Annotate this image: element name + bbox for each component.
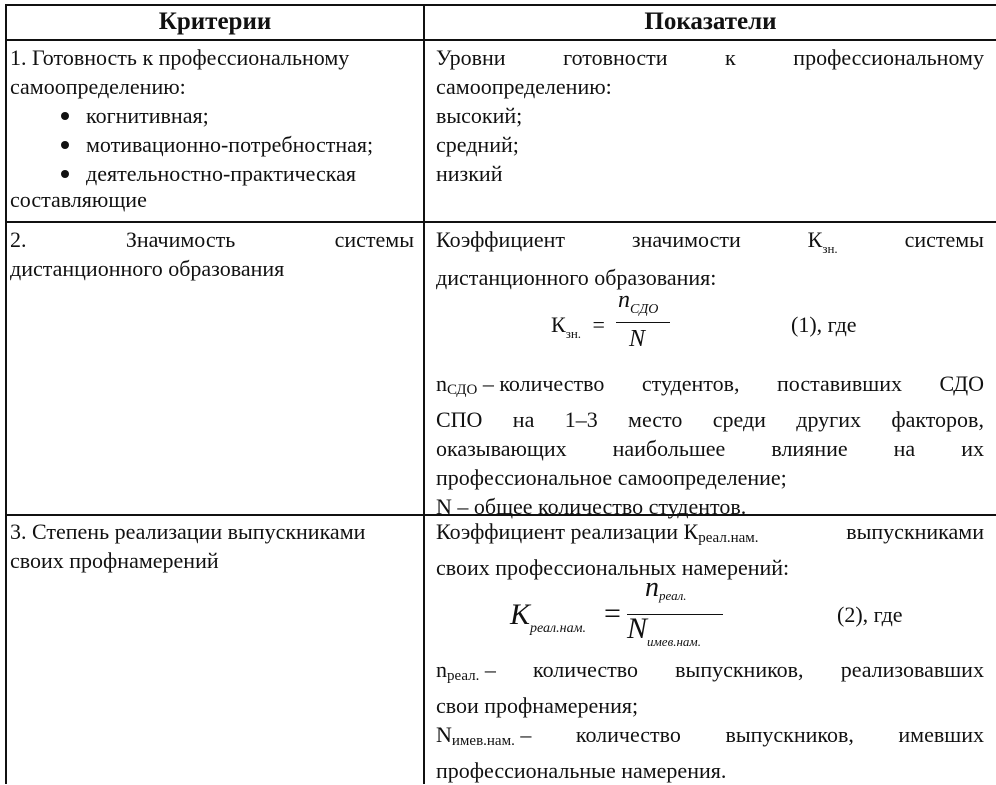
bullet-item: мотивационно-потребностная; xyxy=(10,130,416,159)
row1-criteria-last: составляющие xyxy=(10,187,147,212)
formula-1-lhs: $К_{зн.}$ = xyxy=(551,312,605,341)
formula-1-fraction-bar xyxy=(616,322,670,323)
formula-1-numerator: $n_{СДО}$ xyxy=(618,287,659,317)
formula-2-denominator: $N_{имев.нам.}$ xyxy=(627,612,701,649)
header-indicators: Показатели xyxy=(644,8,777,35)
formula-2-suffix: (2), где xyxy=(837,602,903,627)
level-medium: средний; xyxy=(436,132,519,157)
bullet-icon xyxy=(61,170,69,178)
formula-1-denominator: N xyxy=(629,326,646,352)
level-high: высокий; xyxy=(436,103,523,128)
formula-2-equals: = xyxy=(604,597,621,630)
row1-criteria-line1: 1. Готовность к профессиональному xyxy=(10,45,350,70)
formula-1-suffix: (1), где xyxy=(791,312,857,337)
row3-description: $n_{реал.}$ – количество выпускников, реализовавших свои профнамерения; $N_{имев.нам.}$ – количество выпускников, имевших профессиональные намерения. xyxy=(436,657,984,783)
column-divider xyxy=(423,4,425,784)
row1-criteria-line2: самоопределению: xyxy=(10,74,186,99)
row2-description: $n_{СДО}$ – количество студентов, поставивших СДО СПО на 1–3 место среди других факторов, оказывающих наибольшее влияние на их профессиональное самоопределение; N – общее количество студентов. xyxy=(436,371,984,519)
formula-2-lhs: $K_{реал.нам.}$ xyxy=(510,598,587,636)
header-criteria: Критерии xyxy=(158,8,272,35)
bullet-item: деятельностно-практическая xyxy=(10,159,416,188)
row1-criteria xyxy=(10,43,416,212)
row3-criteria: 3. Степень реализации выпускниками своих профнамерений xyxy=(10,519,366,573)
level-low: низкий xyxy=(436,161,503,186)
row1-indicators: Уровни готовности к профессиональному самоопределению: высокий; средний; низкий xyxy=(436,45,984,186)
row2-indicators: Коэффициент значимости $К_{зн.}$ системы дистанционного образования: xyxy=(436,227,984,290)
row3-indicators: Коэффициент реализации $К_{реал.нам.}$ выпускниками своих профессиональных намерений: xyxy=(436,519,984,580)
formula-2-numerator: $n_{реал.}$ xyxy=(645,572,687,603)
row2-criteria: 2. Значимость системы дистанционного образования xyxy=(10,227,414,281)
bullet-icon xyxy=(61,141,69,149)
bullet-item: когнитивная; xyxy=(10,101,416,130)
bullet-icon xyxy=(61,112,69,120)
row-divider xyxy=(5,221,996,223)
row1-indicators-line1: Уровни готовности к профессиональному xyxy=(436,45,984,70)
